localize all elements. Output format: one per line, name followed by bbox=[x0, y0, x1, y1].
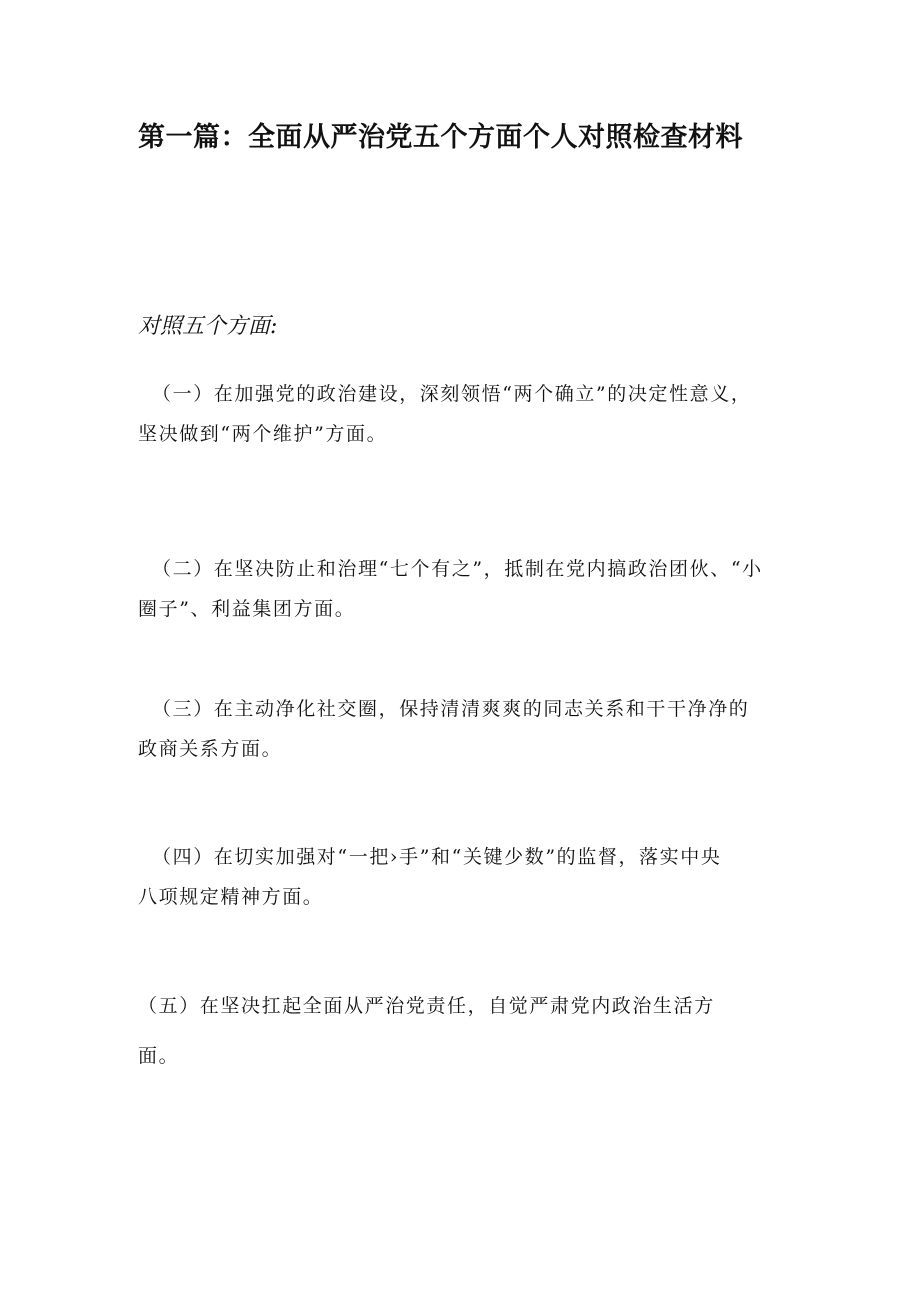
paragraph-line: （一）在加强党的政治建设，深刻领悟“两个确立”的决定性意义， bbox=[152, 383, 752, 405]
paragraph-line: 坚决做到“两个维护”方面。 bbox=[138, 423, 388, 445]
paragraph-line: （五）在坚决扛起全面从严治党责任，自觉严肃党内政治生活方 bbox=[138, 995, 715, 1017]
section-heading: 对照五个方面: bbox=[138, 314, 278, 339]
paragraph-line: 面。 bbox=[138, 1045, 180, 1067]
paragraph-line: （三）在主动净化社交圈，保持清清爽爽的同志关系和干干净净的 bbox=[152, 698, 750, 720]
paragraph-item-4 bbox=[138, 837, 788, 917]
document-title: 第一篇：全面从严治党五个方面个人对照检查材料 bbox=[138, 122, 743, 153]
paragraph-line: （二）在坚决防止和治理“七个有之”，抵制在党内搞政治团伙、“小 bbox=[152, 558, 763, 580]
paragraph-item-3 bbox=[138, 689, 788, 769]
paragraph-line: 圈子”、利益集团方面。 bbox=[138, 598, 356, 620]
paragraph-item-2 bbox=[138, 549, 788, 629]
paragraph-line: 政商关系方面。 bbox=[138, 738, 283, 760]
paragraph-line: （四）在切实加强对“一把›手”和“关键少数”的监督，落实中央 bbox=[152, 846, 722, 868]
paragraph-item-5 bbox=[138, 986, 788, 1076]
paragraph-line: 八项规定精神方面。 bbox=[138, 886, 324, 908]
paragraph-item-1 bbox=[138, 374, 788, 454]
